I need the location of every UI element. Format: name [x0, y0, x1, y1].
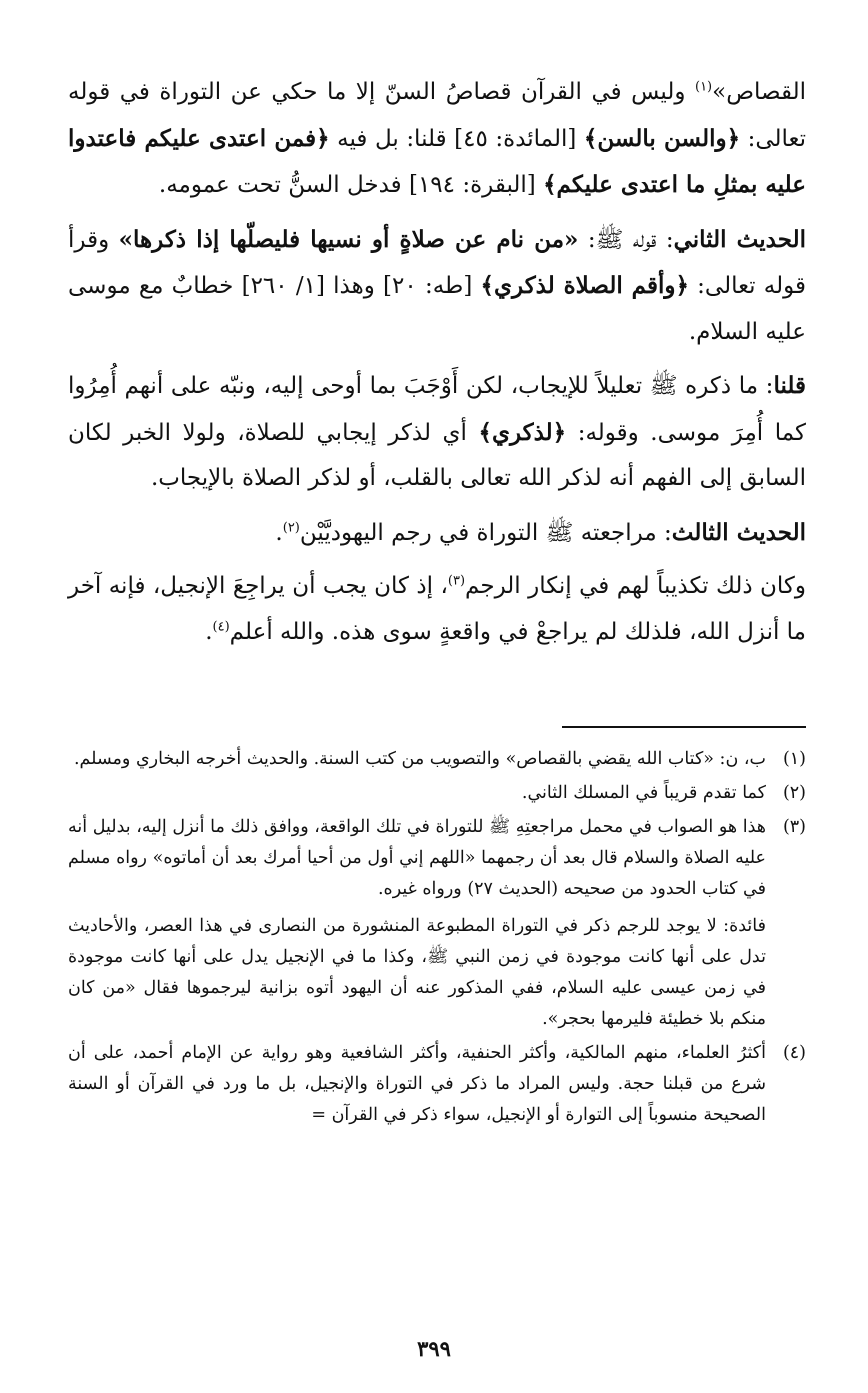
footnote-text: [68, 1038, 766, 1131]
footnote-text: [68, 812, 766, 1035]
text-segment: [المائدة: ٤٥] قلنا: بل فيه: [329, 125, 584, 152]
footnote-number: (٢): [782, 783, 806, 803]
text-segment: [طه: ٢٠] وهذا [١/ ٢٦٠] خطابٌ مع موسى عليه السلام.: [68, 273, 806, 345]
footnote-number: (١): [782, 749, 806, 769]
paragraph-2: [68, 217, 806, 356]
footnote-paragraph: هذا هو الصواب في محمل مراجعتِهِ ﷺ للتوراة في تلك الواقعة، ووافق ذلك ما أنزل إليه، بدليل أنه عليه الصلاة والسلام قال بعد أن رجمهما «اللهم إني أول من أحيا أمرك بعد أن أماتوه» رواه مسلم في كتاب الحدود من صحيحه (الحديث ٢٧) ورواه غيره.: [68, 817, 766, 899]
text-segment: القصاص»: [712, 79, 806, 105]
footnote-text: [68, 744, 766, 775]
section-heading: قلنا: [773, 372, 806, 399]
text-segment: : مراجعته ﷺ التوراة في رجم اليهوديَّيْن: [299, 519, 672, 546]
footnote-paragraph: ب، ن: «كتاب الله يقضي بالقصاص» والتصويب من كتب السنة. والحديث أخرجه البخاري ومسلم.: [73, 749, 766, 769]
footnote-item: [68, 1038, 806, 1131]
section-heading: الحديث الثاني: [673, 225, 806, 253]
footnote-text: [68, 778, 766, 809]
text-segment: .: [275, 519, 283, 546]
footnote-ref-3[interactable]: (٣): [447, 573, 466, 589]
paragraph-3: [68, 363, 806, 502]
footnote-ref-2[interactable]: (٢): [282, 519, 300, 535]
footnote-number: (٣): [782, 817, 806, 837]
text-segment: وقرأ قوله تعالى:: [68, 226, 807, 299]
text-segment: .: [205, 618, 213, 645]
text-segment: ، إذ كان يجب أن يراجِعَ الإنجيل، فإنه آخر ما أنزل الله، فلذلك لم يراجعْ في واقعةٍ سوى هذه. والله أعلم: [68, 573, 806, 645]
footnote-ref-4[interactable]: (٤): [212, 618, 230, 634]
text-segment: وليس في القرآن قصاصُ السنّ إلا ما حكي عن التوراة في قوله تعالى:: [68, 79, 807, 152]
hadith-quote: «من نام عن صلاةٍ أو نسيها فليصلّها إذا ذكرها»: [118, 225, 579, 253]
quran-verse: ﴿فمن اعتدى عليكم فاعتدوا عليه بمثلِ ما اعتدى عليكم﴾: [68, 124, 806, 198]
footnote-ref-1[interactable]: (١): [694, 79, 713, 95]
text-segment: : ما ذكره ﷺ تعليلاً للإيجاب، لكن أَوْجَبَ بما أوحى إليه، ونبّه على أنهم أُمِرُوا كما أُمِرَ موسى. وقوله:: [68, 373, 806, 446]
page-number: ٣٩٩: [417, 1336, 451, 1361]
footnote-paragraph: أكثرُ العلماء، منهم المالكية، وأكثر الحنفية، وأكثر الشافعية وهو رواية عن الإمام أحمد، على أن شرع من قبلنا حجة. وليس المراد ما ذكر في التوراة والإنجيل، بل ما ورد في القرآن أو السنة الصحيحة منسوباً إلى التوارة أو الإنجيل، سواء ذكر في القرآن =: [68, 1043, 766, 1125]
text-segment: [البقرة: ١٩٤] فدخل السنُّ تحت عمومه.: [158, 172, 544, 198]
footnote-number: (٤): [782, 1043, 806, 1063]
paragraph-5: [68, 564, 806, 655]
paragraph-4: [68, 510, 806, 557]
footnote-item: [68, 744, 806, 775]
quran-verse: ﴿وأقم الصلاة لذكري﴾: [480, 272, 689, 299]
footnote-item: [68, 812, 806, 1035]
text-segment: : قوله ﷺ:: [578, 226, 674, 253]
text-segment: أي لذكر إيجابي للصلاة، ولولا الخبر لكان السابق إلى الفهم أنه لذكر الله تعالى بالقلب، أو لذكر الصلاة بالإيجاب.: [68, 419, 806, 491]
section-heading: الحديث الثالث: [671, 518, 806, 546]
footnote-divider: [562, 726, 806, 728]
text-segment: وكان ذلك تكذيباً لهم في إنكار الرجم: [465, 573, 806, 599]
main-text: [68, 70, 806, 663]
paragraph-1: [68, 70, 806, 209]
footnote-item: [68, 778, 806, 809]
quran-verse: ﴿لذكري﴾: [478, 418, 567, 446]
footnote-note: فائدة: لا يوجد للرجم ذكر في التوراة المطبوعة المنشورة من النصارى في هذا العصر، والأحاديث تدل على أنها كانت موجودة في زمن النبي ﷺ، وكذا ما في الإنجيل يدل على أنها كانت موجودة في زمن عيسى عليه السلام، ففي المذكور عنه أن اليهود أتوه بزانية ليرجموها فقال «من كان منكم بلا خطيئة فليرمها بحجر».: [68, 916, 766, 1029]
footnote-paragraph: كما تقدم قريباً في المسلك الثاني.: [521, 783, 766, 803]
quran-verse: ﴿والسن بالسن﴾: [583, 124, 741, 152]
footnotes: [68, 744, 806, 1134]
